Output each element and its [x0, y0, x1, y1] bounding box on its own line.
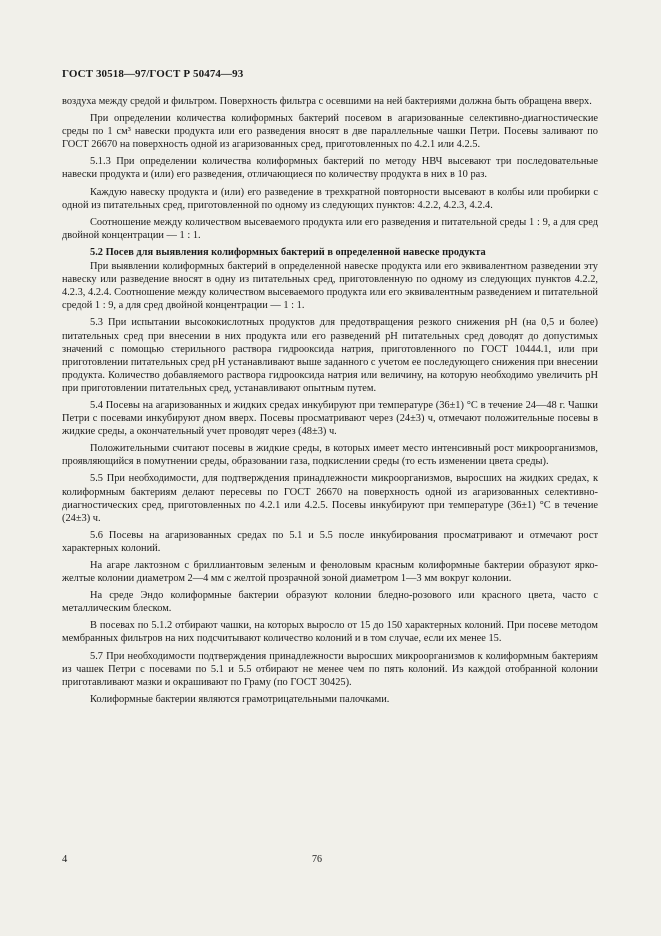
- page-number-left: 4: [62, 854, 68, 865]
- paragraph: 5.6 Посевы на агаризованных средах по 5.1 и 5.5 после инкубирования просматривают и отмечают рост характерных колоний.: [62, 529, 598, 554]
- body-text: [62, 95, 598, 710]
- paragraph: При определении количества колиформных бактерий посевом в агаризованные селективно-диагностические среды по 1 см³ навески продукта или его разведения вносят в две параллельные чашки Петри. Посевы заливают по ГОСТ 26670 на поверхность одной из агаризованных сред, приготовленных по 4.2.1 или 4.2.5.: [62, 113, 598, 151]
- paragraph: воздуха между средой и фильтром. Поверхность фильтра с осевшими на ней бактериями должна быть обращена вверх.: [62, 96, 592, 107]
- paragraph: В посевах по 5.1.2 отбирают чашки, на которых выросло от 15 до 150 характерных колоний. При посеве методом мембранных фильтров на них подсчитывают количество колоний и в том случае, если их менее 15.: [62, 620, 598, 645]
- page-number-center: 76: [312, 854, 322, 865]
- section-heading: 5.2 Посев для выявления колиформных бактерий в определенной навеске продукта: [90, 246, 486, 258]
- paragraph: При выявлении колиформных бактерий в определенной навеске продукта или его эквивалентном разведении эту навеску или разведение вносят в одну из питательных сред, приготовленную по одному из следующих пунктов 4.2.2, 4.2.3, 4.2.4. Соотношение между количеством высеваемого продукта или его эквивалентным разведением и питательной средой 1 : 9, а для сред двойной концентрации — 1 : 1.: [62, 261, 598, 312]
- paragraph: Соотношение между количеством высеваемого продукта или его разведения и питательной среды 1 : 9, а для сред двойной концентрации — 1 : 1.: [62, 216, 598, 241]
- paragraph: Положительными считают посевы в жидкие среды, в которых имеет место интенсивный рост микроорганизмов, проявляющийся в помутнении среды, образовании газа, подкислении среды (то есть изменении цвета среды).: [62, 443, 598, 468]
- paragraph: Каждую навеску продукта и (или) его разведение в трехкратной повторности высевают в колбы или пробирки с одной из питательных сред, приготовленной по одному из следующих пунктов: 4.2.2, 4.2.3, 4.2.4.: [62, 186, 598, 211]
- paragraph: 5.4 Посевы на агаризованных и жидких средах инкубируют при температуре (36±1) °С в течение 24—48 г. Чашки Петри с посевами инкубируют дном вверх. Посевы просматривают через (24±3) ч, отмечают положительные посевы в жидкие среды, а окончательный учет проводят через (48±3) ч.: [62, 399, 598, 438]
- paragraph: 5.5 При необходимости, для подтверждения принадлежности микроорганизмов, выросших на жидких средах, к колиформным бактериям делают пересевы по ГОСТ 26670 на поверхность одной из агаризованных селективно-диагностических сред, приготовленных по 4.2.1 или 4.2.5. Посевы инкубируют при температуре (36±1) °С в течение (24±3) ч.: [62, 473, 598, 524]
- running-header: ГОСТ 30518—97/ГОСТ Р 50474—93: [62, 68, 244, 80]
- paragraph: На среде Эндо колиформные бактерии образуют колонии бледно-розового или красного цвета, часто с металлическим блеском.: [62, 590, 598, 615]
- paragraph: Колиформные бактерии являются грамотрицательными палочками.: [90, 693, 390, 705]
- paragraph: На агаре лактозном с бриллиантовым зеленым и феноловым красным колиформные бактерии образуют ярко-желтые колонии диаметром 2—4 мм с желтой прозрачной зоной диаметром 1—3 мм вокруг колонии.: [62, 560, 598, 585]
- paragraph: 5.3 При испытании высококислотных продуктов для предотвращения резкого снижения pH (на 0,5 и более) питательных сред при внесении в них продукта или его разведений pH питательных сред доводят до допустимых значений с помощью стерильного раствора гидрооксида натрия, приготовленного по ГОСТ 10444.1, или при приготовлении питательных сред pH устанавливают выше заданного с учетом ее последующего снижения при внесении продукта. Количество добавляемого раствора гидрооксида натрия или величину, на которую необходимо увеличить pH при приготовлении питательных сред, устанавливают опытным путем.: [62, 317, 598, 394]
- paragraph: 5.7 При необходимости подтверждения принадлежности выросших микроорганизмов к колиформным бактериям из чашек Петри с посевами по 5.1 и 5.5 отбирают не менее чем по пять колоний. Из каждой отобранной колонии приготавливают мазки и окрашивают по Граму (по ГОСТ 30425).: [62, 650, 598, 688]
- paragraph: 5.1.3 При определении количества колиформных бактерий по методу НВЧ высевают три последовательные навески продукта и (или) его разведения, отличающиеся по количеству продукта в них в 10 раз.: [62, 156, 598, 181]
